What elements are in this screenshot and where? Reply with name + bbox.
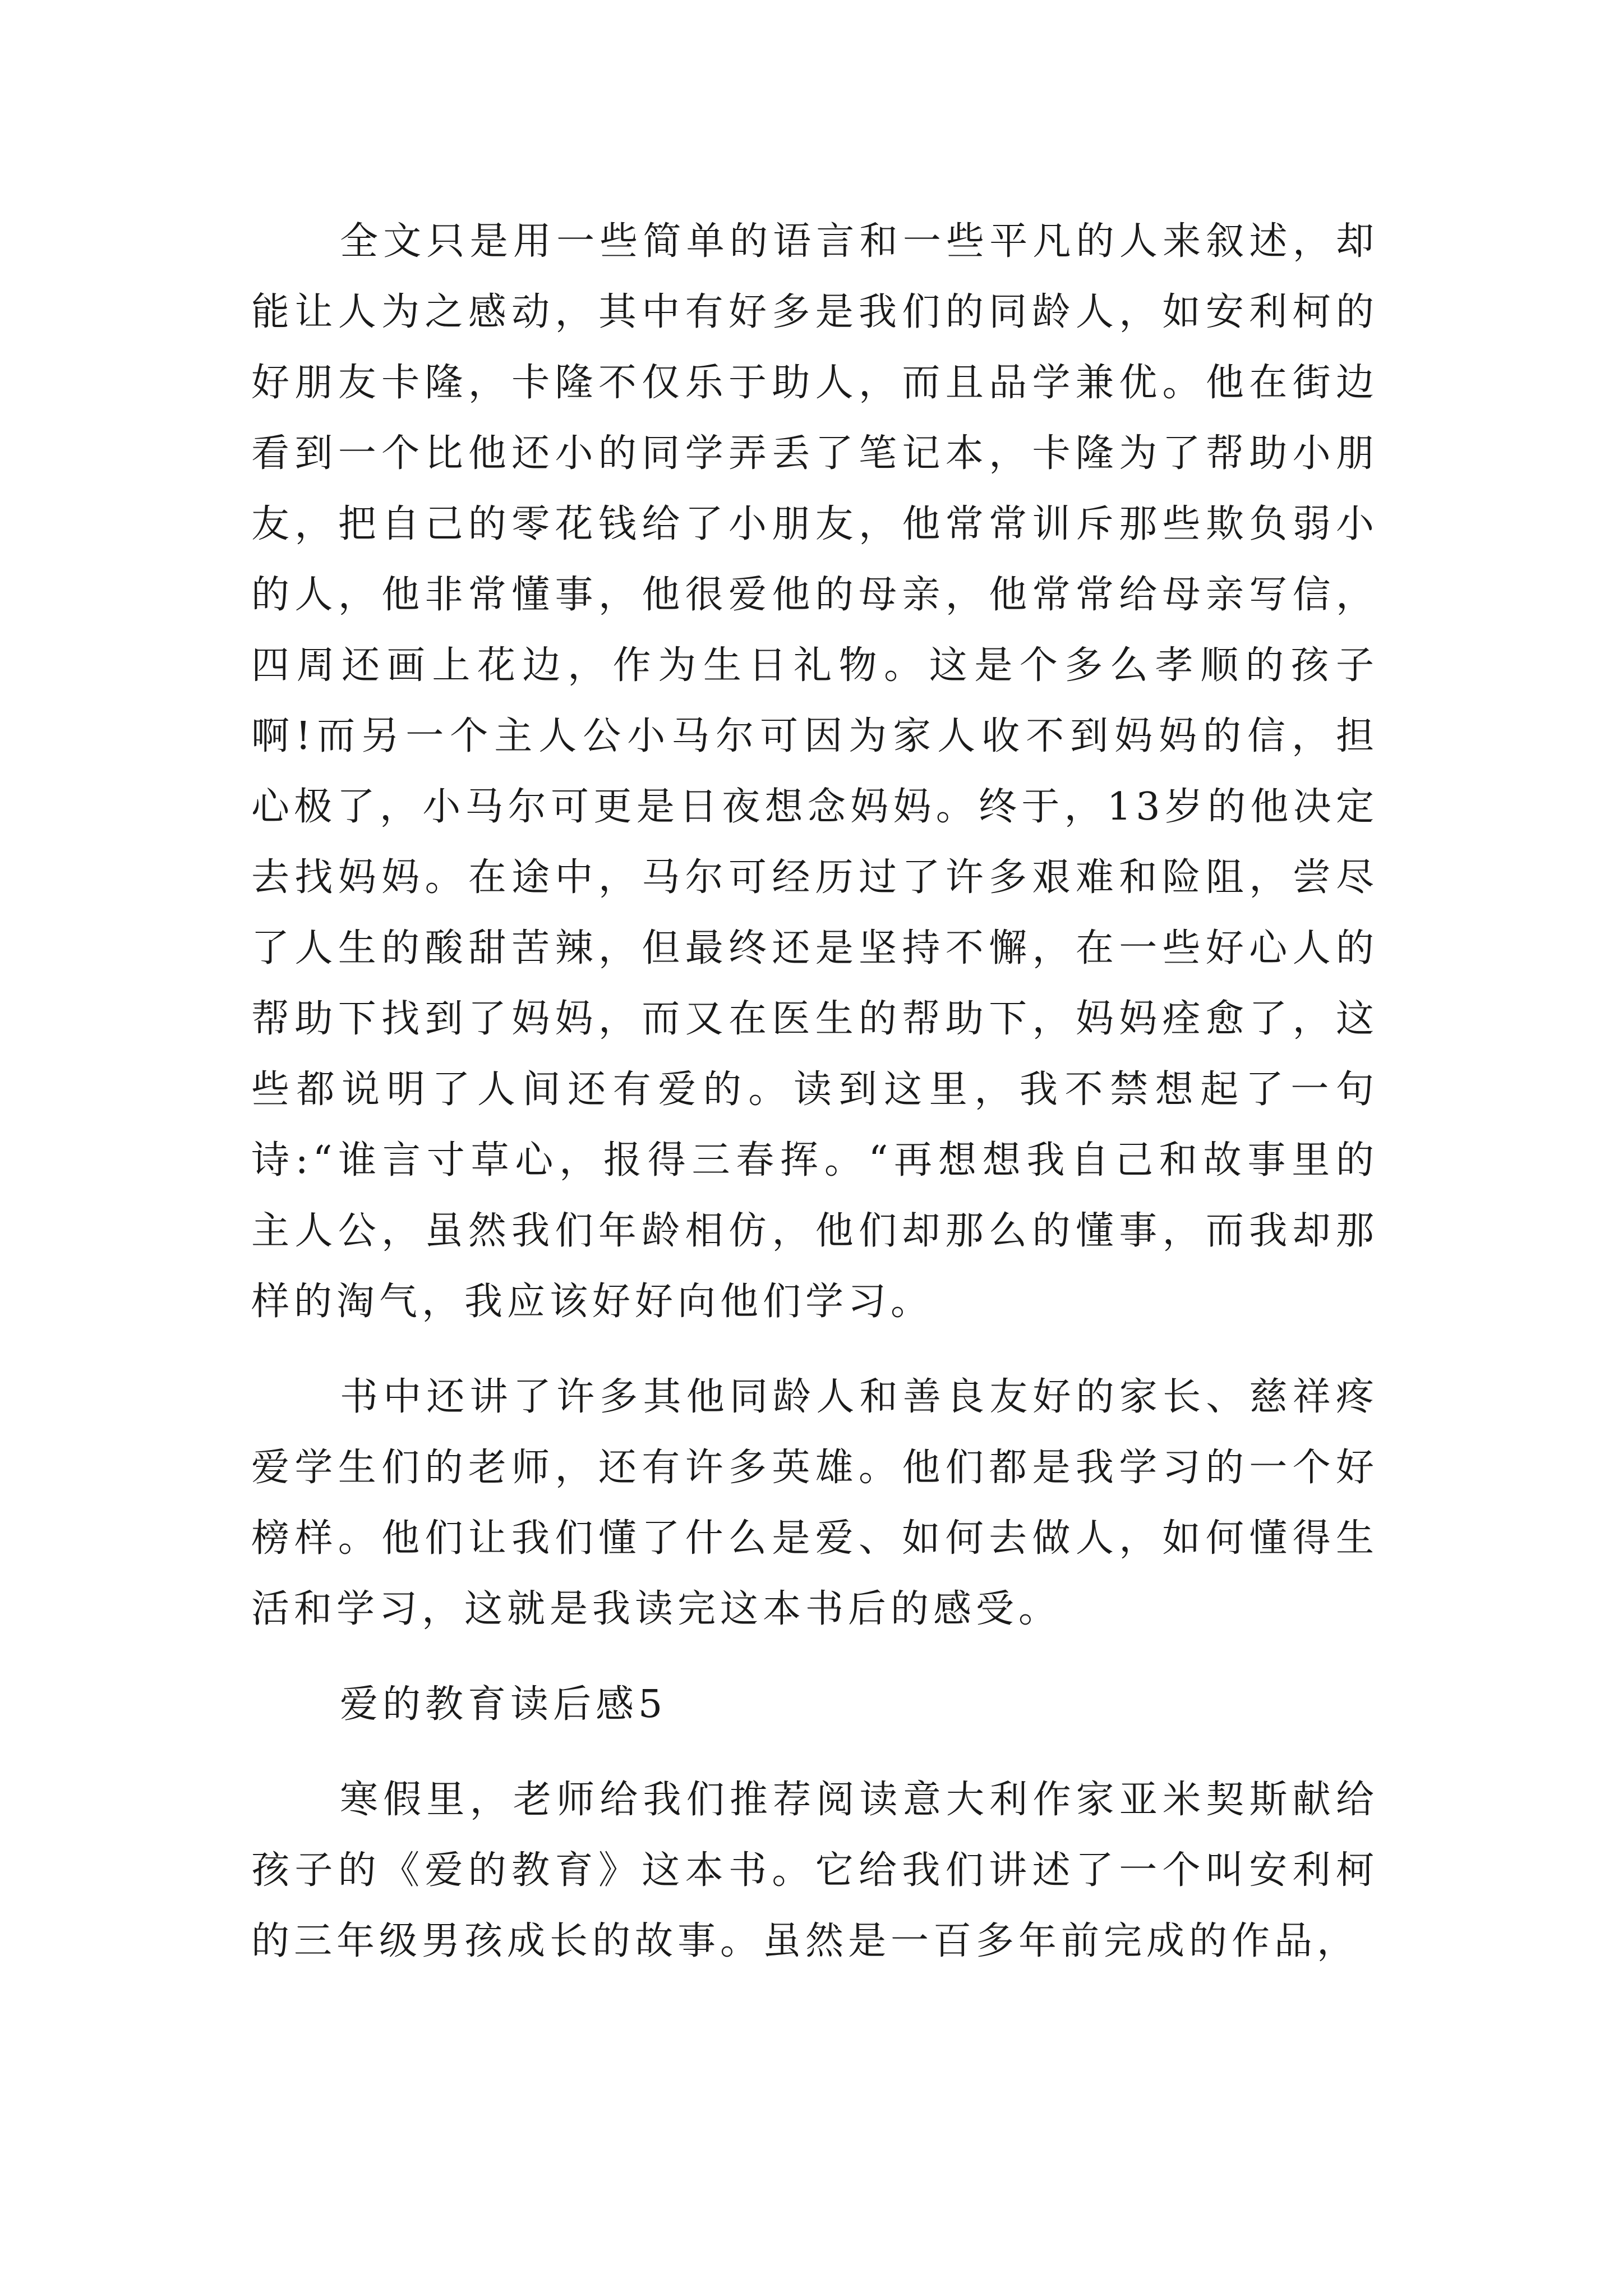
paragraph-2: 书中还讲了许多其他同龄人和善良友好的家长、慈祥疼爱学生们的老师，还有许多英雄。他们都是我学习的一个好榜样。他们让我们懂了什么是爱、如何去做人，如何懂得生活和学习，这就是我读完这本书后的感受。	[251, 1375, 1378, 1631]
paragraph-3: 寒假里，老师给我们推荐阅读意大利作家亚米契斯献给孩子的《爱的教育》这本书。它给我们讲述了一个叫安利柯的三年级男孩成长的故事。虽然是一百多年前完成的作品，	[251, 1778, 1378, 1963]
paragraph-1: 全文只是用一些简单的语言和一些平凡的人来叙述，却能让人为之感动，其中有好多是我们的同龄人，如安利柯的好朋友卡隆，卡隆不仅乐于助人，而且品学兼优。他在街边看到一个比他还小的同学弄丢了笔记本，卡隆为了帮助小朋友，把自己的零花钱给了小朋友，他常常训斥那些欺负弱小的人，他非常懂事，他很爱他的母亲，他常常给母亲写信，四周还画上花边，作为生日礼物。这是个多么孝顺的孩子啊!而另一个主人公小马尔可因为家人收不到妈妈的信，担心极了，小马尔可更是日夜想念妈妈。终于，13岁的他决定去找妈妈。在途中，马尔可经历过了许多艰难和险阻，尝尽了人生的酸甜苦辣，但最终还是坚持不懈，在一些好心人的帮助下找到了妈妈，而又在医生的帮助下，妈妈痊愈了，这些都说明了人间还有爱的。读到这里，我不禁想起了一句诗:“谁言寸草心，报得三春挥。“再想想我自己和故事里的主人公，虽然我们年龄相仿，他们却那么的懂事，而我却那样的淘气，我应该好好向他们学习。	[251, 219, 1378, 1324]
document-page	[251, 206, 1378, 1977]
section-heading: 爱的教育读后感5	[340, 1682, 667, 1727]
